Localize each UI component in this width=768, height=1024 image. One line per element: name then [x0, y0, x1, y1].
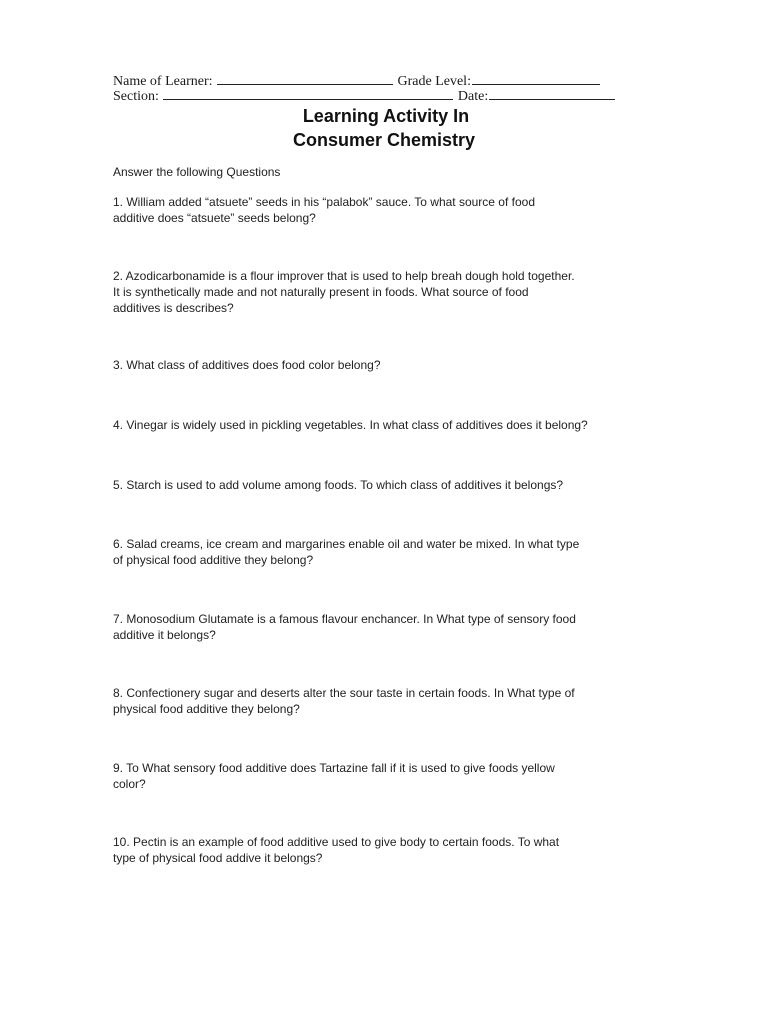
question-1 [113, 194, 673, 226]
question-10-line-1: 10. Pectin is an example of food additive used to give body to certain foods. To what [113, 835, 560, 849]
question-5 [113, 477, 673, 493]
question-2-line-1: 2. Azodicarbonamide is a flour improver that is used to help breah dough hold together. [113, 269, 575, 283]
question-6 [113, 536, 673, 568]
question-5-line-1: 5. Starch is used to add volume among foods. To which class of additives it belongs? [113, 478, 564, 492]
question-6-line-1: 6. Salad creams, ice cream and margarines enable oil and water be mixed. In what type [113, 537, 580, 551]
instructions: Answer the following Questions [113, 165, 281, 179]
name-blank [217, 72, 393, 85]
header-row-2 [113, 87, 616, 105]
question-8 [113, 685, 673, 717]
question-8-line-1: 8. Confectionery sugar and deserts alter the sour taste in certain foods. In What type of [113, 686, 575, 700]
question-9-line-1: 9. To What sensory food additive does Tartazine fall if it is used to give foods yellow [113, 761, 555, 775]
question-2-line-3: additives is describes? [113, 301, 234, 315]
section-label: Section: [113, 89, 159, 104]
question-1-line-2: additive does “atsuete” seeds belong? [113, 211, 316, 225]
question-10-line-2: type of physical food addive it belongs? [113, 851, 323, 865]
question-10 [113, 834, 673, 866]
question-8-line-2: physical food additive they belong? [113, 702, 300, 716]
date-blank [489, 87, 615, 100]
question-2-line-2: It is synthetically made and not naturally present in foods. What source of food [113, 285, 529, 299]
section-blank [163, 87, 453, 100]
name-label: Name of Learner: [113, 74, 213, 89]
question-4 [113, 417, 673, 433]
question-9 [113, 760, 673, 792]
grade-level-blank [472, 72, 600, 85]
question-6-line-2: of physical food additive they belong? [113, 553, 314, 567]
page-title-line-2: Consumer Chemistry [292, 130, 476, 150]
question-9-line-2: color? [113, 777, 146, 791]
grade-level-label: Grade Level: [397, 74, 471, 89]
question-4-line-1: 4. Vinegar is widely used in pickling vegetables. In what class of additives does it belong? [113, 418, 588, 432]
question-3 [113, 357, 673, 373]
question-7-line-2: additive it belongs? [113, 628, 216, 642]
question-1-line-1: 1. William added “atsuete” seeds in his “palabok” sauce. To what source of food [113, 195, 536, 209]
question-2 [113, 268, 673, 316]
question-3-line-1: 3. What class of additives does food color belong? [113, 358, 381, 372]
date-label: Date: [457, 89, 489, 104]
question-7-line-1: 7. Monosodium Glutamate is a famous flavour enchancer. In What type of sensory food [113, 612, 576, 626]
question-7 [113, 611, 673, 643]
page-title-line-1: Learning Activity In [302, 106, 470, 126]
